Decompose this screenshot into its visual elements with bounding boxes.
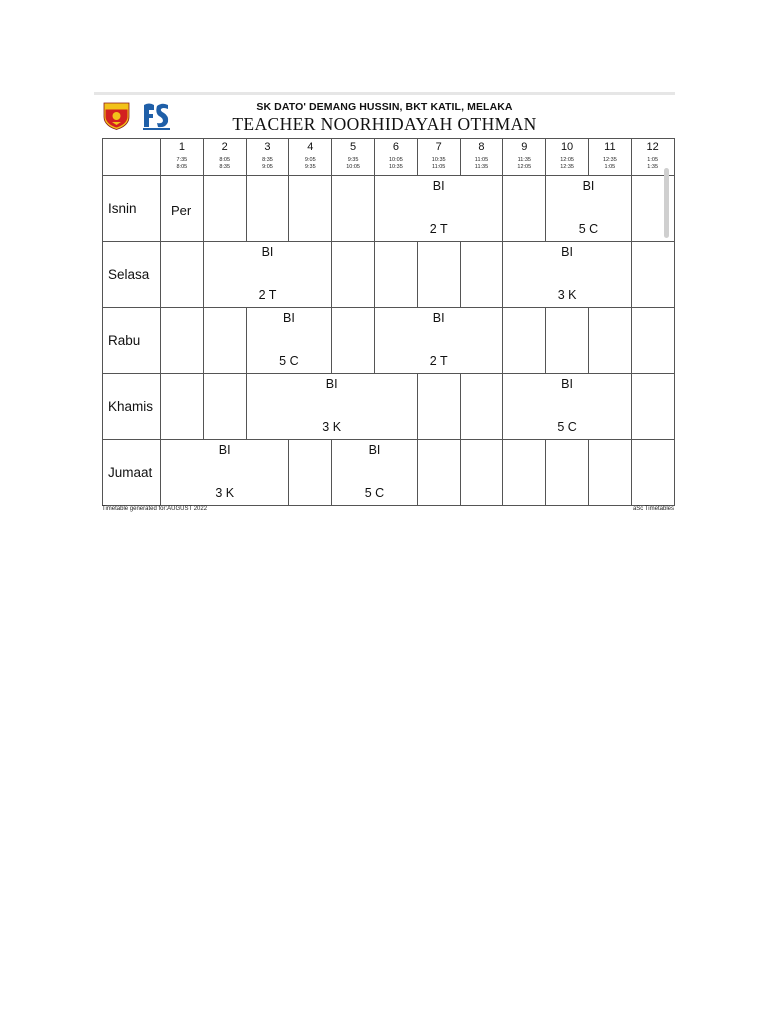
period-header: 7 10:35 11:05 [417, 139, 460, 176]
lesson-cell: BI 3 K [503, 242, 631, 308]
empty-cell [631, 440, 674, 506]
timetable-header [94, 96, 675, 138]
period-header-row [103, 139, 675, 176]
lesson-cell: BI 2 T [203, 242, 331, 308]
day-label: Rabu [103, 308, 161, 374]
empty-cell [161, 308, 204, 374]
lesson-cell: BI 3 K [246, 374, 417, 440]
empty-cell [546, 440, 589, 506]
period-header: 12 1:05 1:35 [631, 139, 674, 176]
empty-cell [203, 176, 246, 242]
empty-cell [631, 242, 674, 308]
day-label: Selasa [103, 242, 161, 308]
empty-cell [332, 308, 375, 374]
corner-cell [103, 139, 161, 176]
empty-cell [417, 440, 460, 506]
empty-cell [460, 242, 503, 308]
empty-cell [374, 242, 417, 308]
period-header: 8 11:05 11:35 [460, 139, 503, 176]
empty-cell [546, 308, 589, 374]
period-header: 1 7:35 8:05 [161, 139, 204, 176]
empty-cell [588, 440, 631, 506]
period-header: 11 12:35 1:05 [588, 139, 631, 176]
empty-cell [161, 242, 204, 308]
empty-cell [417, 242, 460, 308]
top-divider [94, 92, 675, 95]
lesson-cell: BI 2 T [374, 308, 502, 374]
empty-cell [203, 308, 246, 374]
lesson-cell: BI 2 T [374, 176, 502, 242]
empty-cell [161, 374, 204, 440]
empty-cell [503, 308, 546, 374]
empty-cell [417, 374, 460, 440]
period-header: 6 10:05 10:35 [374, 139, 417, 176]
empty-cell [631, 308, 674, 374]
empty-cell [503, 176, 546, 242]
day-row-rabu [103, 308, 675, 374]
empty-cell [289, 440, 332, 506]
empty-cell [246, 176, 289, 242]
day-label: Khamis [103, 374, 161, 440]
empty-cell [332, 176, 375, 242]
empty-cell [460, 440, 503, 506]
period-header: 3 8:35 9:05 [246, 139, 289, 176]
lesson-cell: BI 5 C [246, 308, 332, 374]
timetable-grid [102, 138, 675, 506]
lesson-cell: BI 5 C [546, 176, 632, 242]
period-header: 5 9:35 10:05 [332, 139, 375, 176]
day-label: Jumaat [103, 440, 161, 506]
empty-cell [289, 176, 332, 242]
activity-cell: Per [161, 176, 204, 242]
empty-cell [332, 242, 375, 308]
day-row-khamis [103, 374, 675, 440]
generated-note: Timetable generated for:AUGUST 2022 [102, 506, 208, 512]
teacher-title: TEACHER NOORHIDAYAH OTHMAN [232, 114, 537, 134]
school-name: SK DATO' DEMANG HUSSIN, BKT KATIL, MELAKA [256, 101, 513, 113]
lesson-cell: BI 3 K [161, 440, 289, 506]
period-header: 4 9:05 9:35 [289, 139, 332, 176]
day-label: Isnin [103, 176, 161, 242]
lesson-cell: BI 5 C [503, 374, 631, 440]
empty-cell [631, 374, 674, 440]
scrollbar-thumb[interactable] [664, 168, 669, 238]
software-credit: aSc Timetables [632, 506, 674, 512]
day-row-jumaat [103, 440, 675, 506]
day-row-selasa [103, 242, 675, 308]
period-header: 2 8:05 8:35 [203, 139, 246, 176]
day-row-isnin [103, 176, 675, 242]
empty-cell [460, 374, 503, 440]
period-header: 10 12:05 12:35 [546, 139, 589, 176]
empty-cell [503, 440, 546, 506]
lesson-cell: BI 5 C [332, 440, 418, 506]
empty-cell [203, 374, 246, 440]
empty-cell [588, 308, 631, 374]
period-header: 9 11:35 12:05 [503, 139, 546, 176]
